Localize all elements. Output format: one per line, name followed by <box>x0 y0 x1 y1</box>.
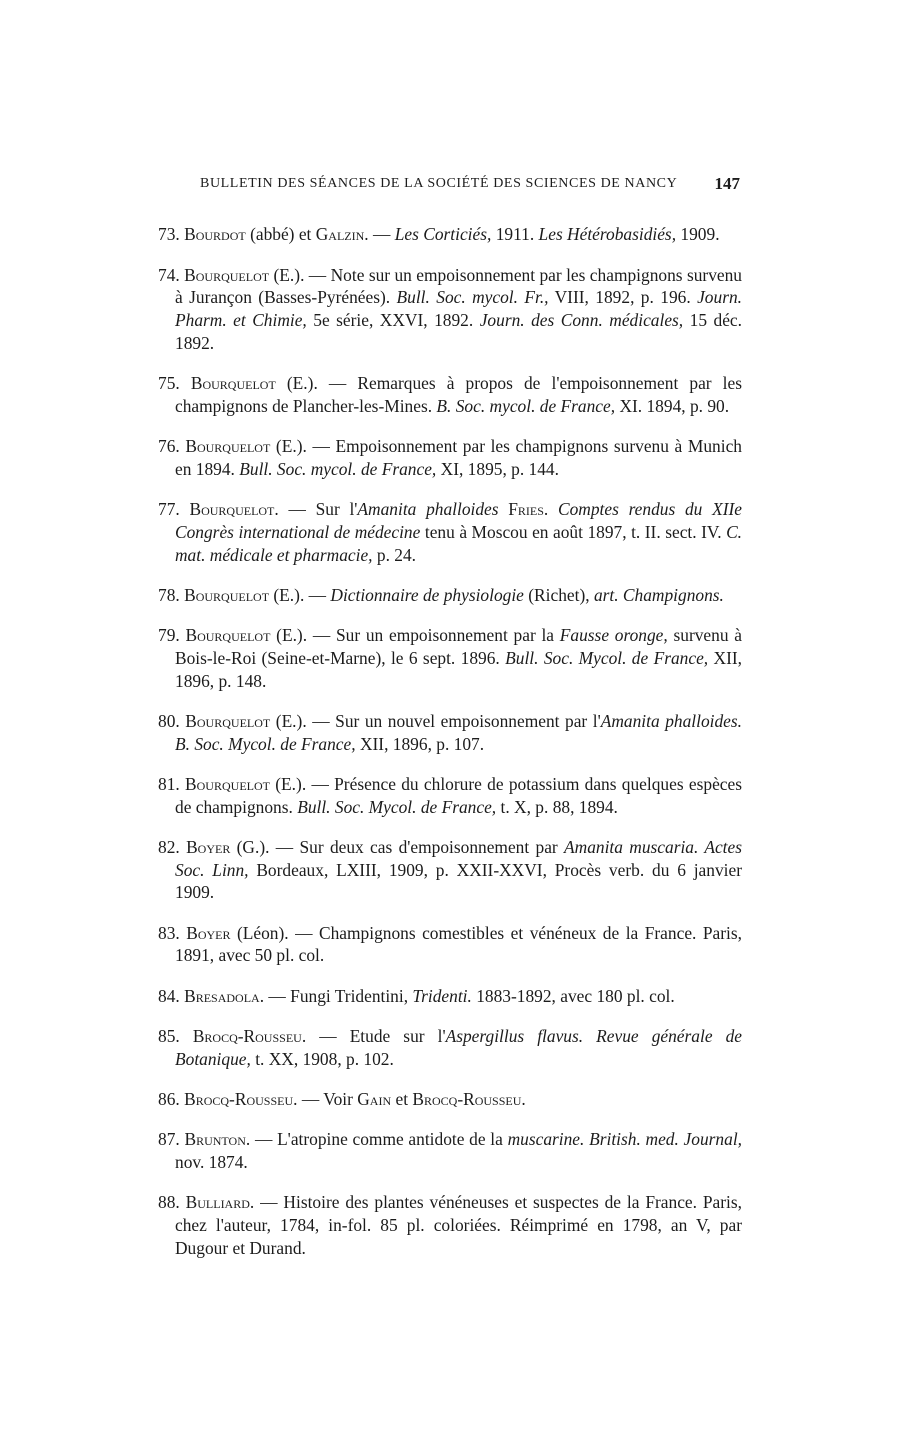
entry-author: Bourquelot <box>185 710 271 731</box>
entry-text: t. XX, 1908, p. 102. <box>250 1048 394 1069</box>
entry-text: Remarques à propos de l'empoisonnement par les champignons de Plancher-les-Mines. <box>175 373 742 416</box>
entry-author-note: (E.) <box>275 373 314 394</box>
entry-title: Les Corticiés, <box>394 224 492 245</box>
entry-dash: . — <box>274 499 316 520</box>
entry-author: Bresadola <box>184 985 260 1006</box>
bibliography-entry-79 <box>158 624 742 692</box>
bibliography-entry-81 <box>158 773 742 819</box>
entry-text: L'atropine comme antidote de la <box>277 1128 508 1149</box>
entry-number: 77. <box>158 499 180 520</box>
bibliography-entry-75 <box>158 372 742 418</box>
entry-author: Brocq-Rousseu <box>184 1088 294 1109</box>
entry-dash: . — <box>249 1191 284 1212</box>
entry-text: Empoisonnement par les champignons survenu à Munich en 1894. <box>175 436 742 479</box>
entry-number: 87. <box>158 1128 180 1149</box>
entry-text: Histoire des plantes vénéneuses et suspectes de la France. Paris, chez l'auteur, 1784, in-fol. 85 pl. coloriées. Réimprimé en 1798, an V, par Dugour et Durand. <box>175 1191 743 1258</box>
entry-text: p. 24. <box>372 544 417 565</box>
entry-text: Voir <box>323 1088 358 1109</box>
entry-journal: Journ. des Conn. médicales, <box>479 310 684 331</box>
entry-author-note: (E.) <box>270 436 303 457</box>
entry-author: Bourquelot <box>185 773 270 794</box>
bibliography-entry-86 <box>158 1088 742 1111</box>
entry-author-note: (E.) <box>270 625 303 646</box>
entry-cross-ref-author: Gain <box>357 1088 392 1109</box>
entry-author-note: (abbé) et <box>245 224 316 245</box>
entry-dash: . — <box>302 625 336 646</box>
entry-text: . <box>521 1088 526 1109</box>
entry-author: Bourdot <box>184 224 246 245</box>
entry-text: XI. 1894, p. 90. <box>615 395 730 416</box>
entry-text: Fungi Tridentini, <box>290 985 413 1006</box>
entry-text: XI, 1895, p. 144. <box>436 458 559 479</box>
entry-text: 1909. <box>676 224 720 245</box>
entry-text: Sur deux cas d'empoisonnement par <box>299 836 565 857</box>
entry-text: t. X, p. 88, 1894. <box>496 796 618 817</box>
entry-title: Dictionnaire de physiologie <box>330 584 524 605</box>
entry-text: XII, 1896, p. 148. <box>175 647 743 691</box>
entry-author: Bourquelot <box>185 436 271 457</box>
bibliography-entry-82 <box>158 836 742 904</box>
bibliography-entry-80 <box>158 710 742 756</box>
entry-journal: Journ. Pharm. et Chimie, <box>175 287 742 331</box>
entry-number: 80. <box>158 710 180 731</box>
entry-text: 1883-1892, avec 180 pl. col. <box>471 985 675 1006</box>
entry-coauthor: Galzin <box>315 224 365 245</box>
entry-text: Sur un nouvel empoisonnement par l' <box>335 710 601 731</box>
bibliography-entry-78 <box>158 584 742 607</box>
entry-journal: Bull. Soc. mycol. Fr., <box>396 287 549 308</box>
entry-dash: . — <box>259 985 291 1006</box>
entry-title: art. Champignons. <box>593 584 724 605</box>
entry-dash: . — <box>301 1025 350 1046</box>
entry-dash: . — <box>364 224 395 245</box>
entry-number: 82. <box>158 836 180 857</box>
entry-author-note: (G.) <box>230 836 266 857</box>
entry-author-note: (Léon) <box>230 922 285 943</box>
entry-number: 78. <box>158 584 180 605</box>
bibliography-entry-73 <box>158 223 742 246</box>
entry-dash: . — <box>302 710 336 731</box>
entry-journal: Aspergillus flavus. Revue générale de Botanique, <box>175 1025 743 1069</box>
entry-text: nov. 1874. <box>175 1151 248 1172</box>
entry-text: 1911. <box>491 224 539 245</box>
entry-author: Bourquelot <box>184 264 270 285</box>
bibliography-entry-76 <box>158 435 742 481</box>
entry-journal: Amanita muscaria. Actes Soc. Linn, <box>175 836 742 880</box>
entry-journal: Bull. Soc. Mycol. de France, <box>297 796 497 817</box>
bibliography-entry-88 <box>158 1191 742 1259</box>
entry-author-note: (E.) <box>270 710 303 731</box>
running-header <box>200 176 740 192</box>
entry-number: 83. <box>158 922 180 943</box>
entry-number: 76. <box>158 436 180 457</box>
entry-text: Champignons comestibles et vénéneux de la France. Paris, 1891, avec 50 pl. col. <box>175 922 742 966</box>
bibliography-entry-83 <box>158 922 742 968</box>
entry-place: Tridenti. <box>412 985 472 1006</box>
entry-author: Brocq-Rousseu <box>192 1025 302 1046</box>
entry-dash: . — <box>300 264 331 285</box>
entry-number: 81. <box>158 773 180 794</box>
entry-author: Brunton <box>184 1128 246 1149</box>
entry-dash: . — <box>299 584 331 605</box>
bibliography-entry-85 <box>158 1025 742 1071</box>
entry-dash: . — <box>265 836 300 857</box>
entry-dash: . — <box>301 773 335 794</box>
entry-author: Bourquelot <box>184 584 270 605</box>
entry-text: Sur l' <box>315 499 358 520</box>
entry-author-note: (E.) <box>269 773 302 794</box>
entry-dash: . — <box>313 373 358 394</box>
entry-dash: . — <box>302 436 336 457</box>
entry-number: 85. <box>158 1025 180 1046</box>
entry-author-note: (E.) <box>269 584 300 605</box>
entry-journal: Comptes rendus du XIIe Congrès international de médecine <box>175 499 742 542</box>
entry-text: Note sur un empoisonnement par les champignons survenu à Jurançon (Basses-Pyrénées). <box>175 264 743 308</box>
entry-cross-ref-author: Brocq-Rousseu <box>412 1088 522 1109</box>
entry-number: 86. <box>158 1088 180 1109</box>
entry-number: 75. <box>158 373 180 394</box>
entry-journal: B. Soc. mycol. de France, <box>436 395 616 416</box>
entry-journal: muscarine. British. med. Journal, <box>507 1128 742 1149</box>
entry-author: Boyer <box>186 836 231 857</box>
entry-author-note: (E.) <box>269 264 301 285</box>
entry-text: XII, 1896, p. 107. <box>355 733 485 754</box>
entry-journal: Bull. Soc. Mycol. de France, <box>505 647 709 668</box>
bibliography-entry-74 <box>158 264 742 355</box>
entry-text: Fries. <box>498 499 558 520</box>
entry-text: survenu à Bois-le-Roi (Seine-et-Marne), le 6 sept. 1896. <box>175 625 743 668</box>
bibliography-entry-87 <box>158 1128 742 1174</box>
entry-text: Sur un empoisonnement par la <box>335 625 560 646</box>
entry-author: Bulliard <box>185 1191 250 1212</box>
entry-journal: Amanita phalloides. B. Soc. Mycol. de France, <box>175 710 742 754</box>
entry-text: et <box>391 1088 413 1109</box>
entry-dash: . — <box>284 922 319 943</box>
bibliography-entry-84 <box>158 985 742 1008</box>
header-title: BULLETIN DES SÉANCES DE LA SOCIÉTÉ DES SCIENCES DE NANCY <box>200 176 678 191</box>
entry-text: 5e série, XXVI, 1892. <box>306 310 480 331</box>
entry-species: Amanita phalloides <box>357 499 499 520</box>
entry-text: Bordeaux, LXIII, 1909, p. XXII-XXVI, Procès verb. du 6 janvier 1909. <box>175 859 742 903</box>
entry-text: (Richet), <box>523 584 594 605</box>
entry-author: Boyer <box>186 922 231 943</box>
entry-author: Bourquelot <box>190 373 276 394</box>
page-number: 147 <box>714 174 740 193</box>
entry-number: 88. <box>158 1191 180 1212</box>
entry-author: Bourquelot <box>185 625 271 646</box>
entry-text: Etude sur l' <box>349 1025 446 1046</box>
entry-author: Bourquelot <box>189 499 275 520</box>
entry-text: tenu à Moscou en août 1897, t. II. sect. IV. <box>420 521 727 542</box>
entry-title: Fausse oronge, <box>559 625 668 646</box>
entry-dash: . — <box>245 1128 278 1149</box>
entry-journal: Bull. Soc. mycol. de France, <box>239 458 437 479</box>
entry-number: 73. <box>158 224 180 245</box>
entry-dash: . — <box>293 1088 324 1109</box>
entry-number: 79. <box>158 625 180 646</box>
entry-title: Les Hétérobasidiés, <box>538 224 677 245</box>
entry-text: 15 déc. 1892. <box>175 310 742 353</box>
entry-journal: C. mat. médicale et pharmacie, <box>175 521 743 565</box>
bibliography-list <box>158 206 742 1269</box>
bibliography-entry-77 <box>158 498 742 566</box>
entry-number: 84. <box>158 985 180 1006</box>
entry-text: Présence du chlorure de potassium dans quelques espèces de champignons. <box>175 773 743 817</box>
entry-text: VIII, 1892, p. 196. <box>548 287 698 308</box>
entry-number: 74. <box>158 264 180 285</box>
